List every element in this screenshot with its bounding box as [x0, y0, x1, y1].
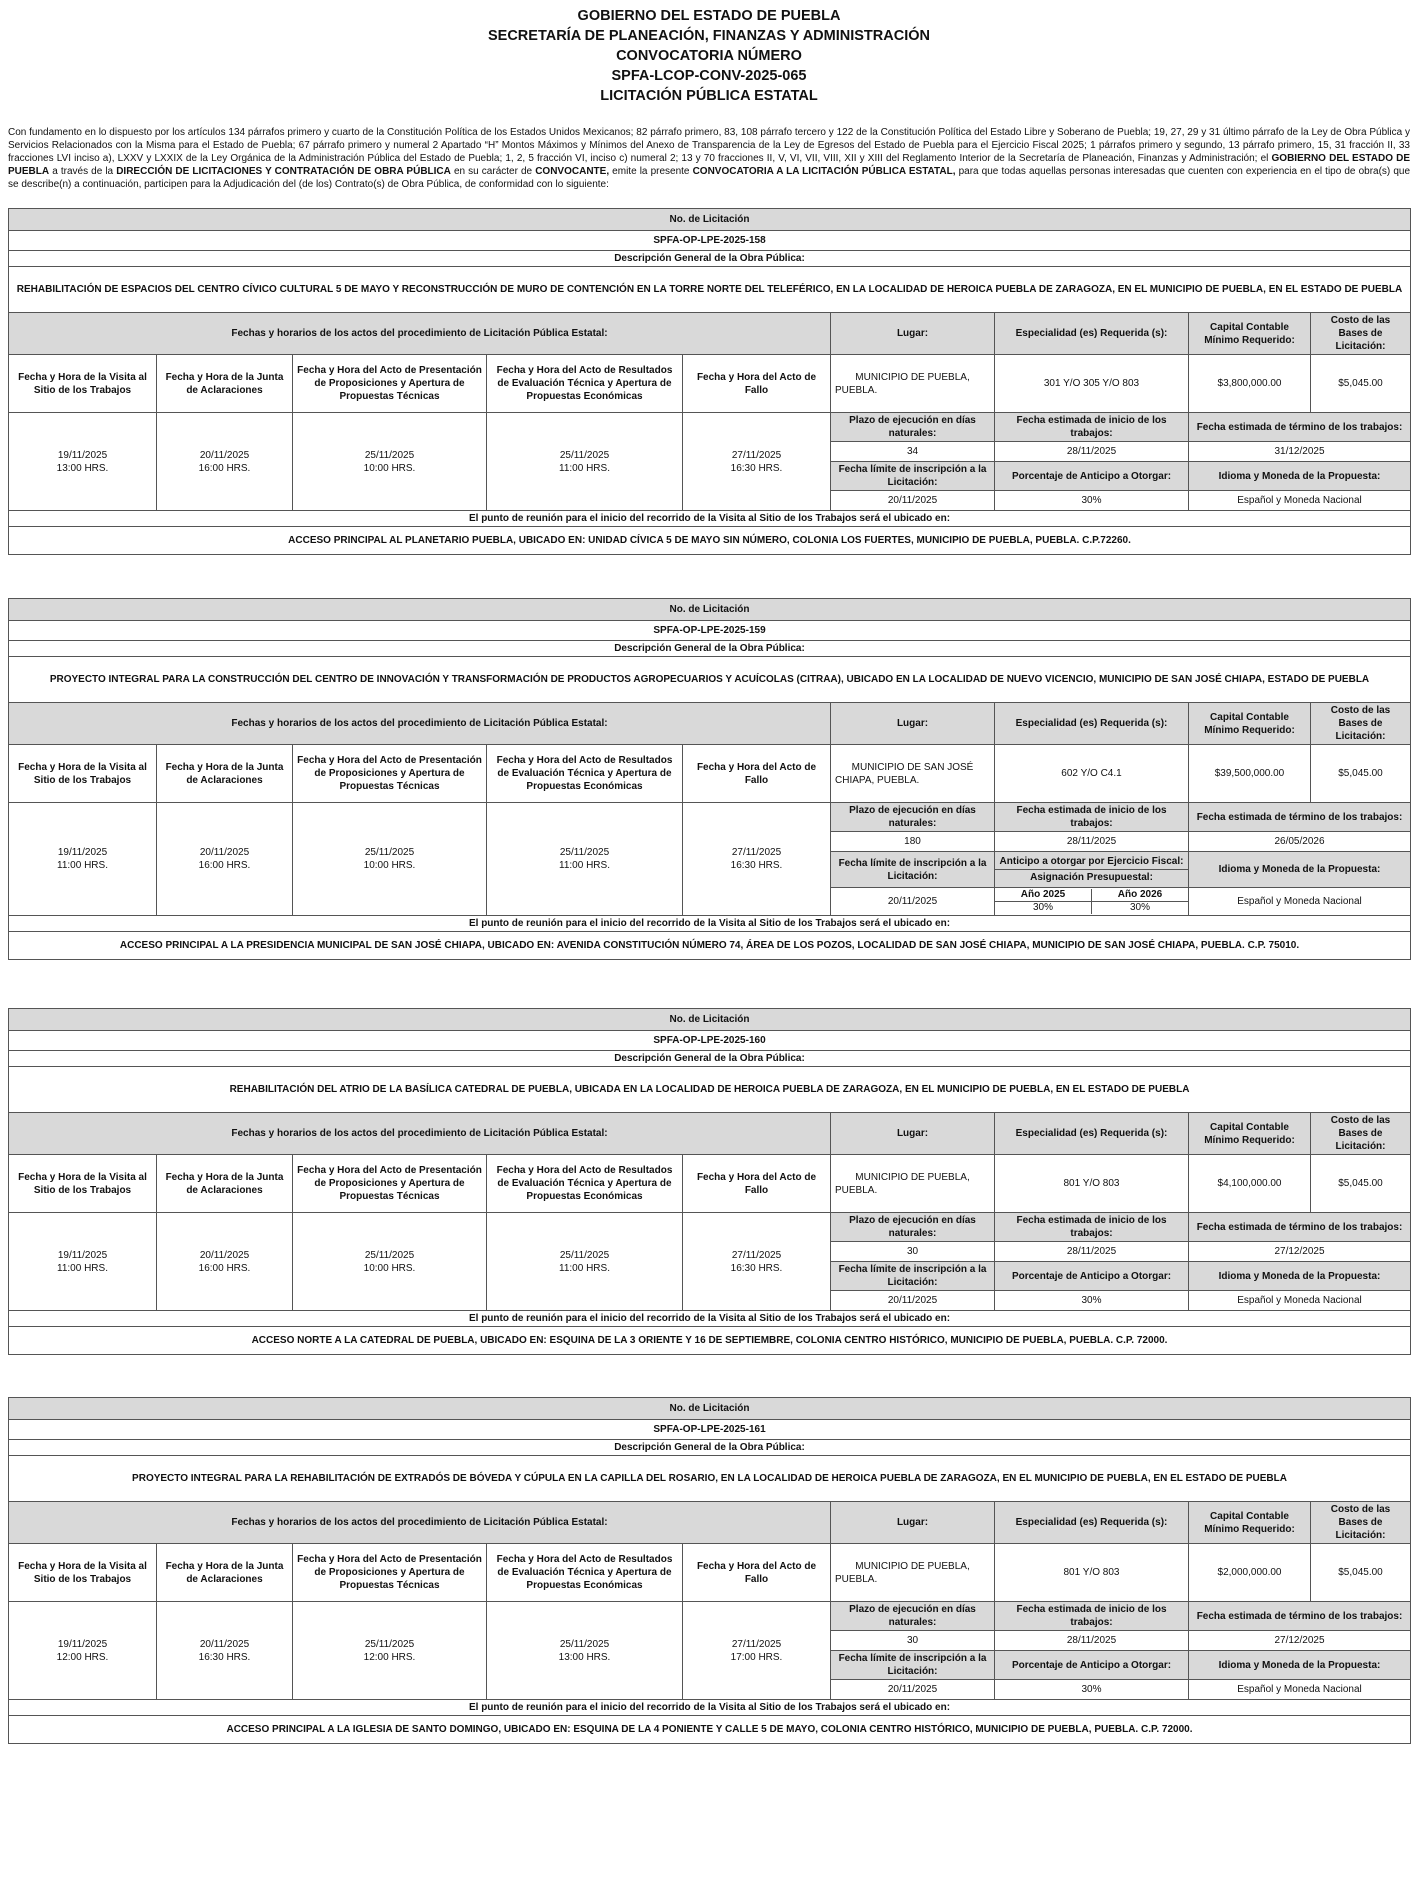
- tender-number: SPFA-OP-LPE-2025-158: [9, 231, 1411, 251]
- evaluation-results-datetime: 25/11/2025 13:00 HRS.: [487, 1602, 683, 1700]
- tender-number: SPFA-OP-LPE-2025-161: [9, 1420, 1411, 1440]
- language-currency-value: Español y Moneda Nacional: [1189, 1291, 1411, 1311]
- registration-deadline-label: Fecha límite de inscripción a la Licitación:: [831, 462, 995, 491]
- year-2-label: Año 2026: [1092, 889, 1189, 902]
- meeting-point-label: El punto de reunión para el inicio del recorrido de la Visita al Sitio de los Trabajos será el ubicado en:: [9, 511, 1411, 527]
- tender-block: [8, 598, 1410, 960]
- clarification-meeting-datetime: 20/11/2025 16:00 HRS.: [157, 1213, 293, 1311]
- capital-value: $4,100,000.00: [1189, 1155, 1311, 1213]
- schedule-header: Fechas y horarios de los actos del procedimiento de Licitación Pública Estatal:: [9, 703, 831, 745]
- execution-term-label: Plazo de ejecución en días naturales:: [831, 1602, 995, 1631]
- schedule-header: Fechas y horarios de los actos del procedimiento de Licitación Pública Estatal:: [9, 1502, 831, 1544]
- clarification-meeting-datetime: 20/11/2025 16:00 HRS.: [157, 803, 293, 916]
- cost-label: Costo de las Bases de Licitación:: [1311, 313, 1411, 355]
- end-date-label: Fecha estimada de término de los trabajos:: [1189, 1602, 1411, 1631]
- specialty-value: 801 Y/O 803: [995, 1544, 1189, 1602]
- fiscal-year-advance-table: [995, 888, 1189, 916]
- place-label: Lugar:: [831, 313, 995, 355]
- specialty-value: 801 Y/O 803: [995, 1155, 1189, 1213]
- cost-label: Costo de las Bases de Licitación:: [1311, 703, 1411, 745]
- description-label: Descripción General de la Obra Pública:: [9, 1051, 1411, 1067]
- tender-block: [8, 208, 1410, 555]
- header-convocatoria-number: SPFA-LCOP-CONV-2025-065: [611, 68, 807, 84]
- registration-deadline-value: 20/11/2025: [831, 1680, 995, 1700]
- clarification-meeting-datetime: 20/11/2025 16:30 HRS.: [157, 1602, 293, 1700]
- language-currency-label: Idioma y Moneda de la Propuesta:: [1189, 1262, 1411, 1291]
- document-header: [0, 0, 1418, 106]
- ruling-datetime: 27/11/2025 16:30 HRS.: [683, 1213, 831, 1311]
- registration-deadline-value: 20/11/2025: [831, 888, 995, 916]
- language-currency-value: Español y Moneda Nacional: [1189, 491, 1411, 511]
- work-description: REHABILITACIÓN DEL ATRIO DE LA BASÍLICA CATEDRAL DE PUEBLA, UBICADA EN LA LOCALIDAD DE HEROICA PUEBLA DE ZARAGOZA, EN EL MUNICIPIO DE PUEBLA, EN EL ESTADO DE PUEBLA: [9, 1067, 1411, 1113]
- capital-label: Capital Contable Mínimo Requerido:: [1189, 1113, 1311, 1155]
- fiscal-year-advance-label: Anticipo a otorgar por Ejercicio Fiscal: Asignación Presupuestal:: [995, 852, 1189, 888]
- meeting-point-label: El punto de reunión para el inicio del recorrido de la Visita al Sitio de los Trabajos será el ubicado en:: [9, 1311, 1411, 1327]
- evaluation-results-label: Fecha y Hora del Acto de Resultados de Evaluación Técnica y Apertura de Propuestas Económicas: [487, 355, 683, 413]
- evaluation-results-datetime: 25/11/2025 11:00 HRS.: [487, 803, 683, 916]
- tender-number-label: No. de Licitación: [9, 209, 1411, 231]
- clarification-meeting-datetime: 20/11/2025 16:00 HRS.: [157, 413, 293, 511]
- execution-term-label: Plazo de ejecución en días naturales:: [831, 803, 995, 832]
- year-2-advance: 30%: [1092, 902, 1189, 915]
- meeting-point-label: El punto de reunión para el inicio del recorrido de la Visita al Sitio de los Trabajos será el ubicado en:: [9, 916, 1411, 932]
- year-1-advance: 30%: [995, 902, 1092, 915]
- clarification-meeting-label: Fecha y Hora de la Junta de Aclaraciones: [157, 745, 293, 803]
- meeting-point-value: ACCESO PRINCIPAL A LA IGLESIA DE SANTO DOMINGO, UBICADO EN: ESQUINA DE LA 4 PONIENTE Y CALLE 5 DE MAYO, COLONIA CENTRO HISTÓRICO, MUNICIPIO DE PUEBLA, PUEBLA. C.P. 72000.: [9, 1716, 1411, 1744]
- site-visit-datetime: 19/11/2025 13:00 HRS.: [9, 413, 157, 511]
- start-date-value: 28/11/2025: [995, 1631, 1189, 1651]
- capital-label: Capital Contable Mínimo Requerido:: [1189, 1502, 1311, 1544]
- registration-deadline-value: 20/11/2025: [831, 491, 995, 511]
- execution-term-value: 180: [831, 832, 995, 852]
- evaluation-results-datetime: 25/11/2025 11:00 HRS.: [487, 1213, 683, 1311]
- meeting-point-label: El punto de reunión para el inicio del recorrido de la Visita al Sitio de los Trabajos será el ubicado en:: [9, 1700, 1411, 1716]
- specialty-label: Especialidad (es) Requerida (s):: [995, 1113, 1189, 1155]
- start-date-value: 28/11/2025: [995, 832, 1189, 852]
- cost-value: $5,045.00: [1311, 745, 1411, 803]
- evaluation-results-label: Fecha y Hora del Acto de Resultados de Evaluación Técnica y Apertura de Propuestas Económicas: [487, 1544, 683, 1602]
- start-date-label: Fecha estimada de inicio de los trabajos:: [995, 1213, 1189, 1242]
- tender-table: [8, 1397, 1411, 1744]
- specialty-label: Especialidad (es) Requerida (s):: [995, 703, 1189, 745]
- evaluation-results-label: Fecha y Hora del Acto de Resultados de Evaluación Técnica y Apertura de Propuestas Económicas: [487, 1155, 683, 1213]
- place-value: MUNICIPIO DE PUEBLA, PUEBLA.: [831, 355, 995, 413]
- place-label: Lugar:: [831, 703, 995, 745]
- language-currency-label: Idioma y Moneda de la Propuesta:: [1189, 1651, 1411, 1680]
- advance-percentage-label: Porcentaje de Anticipo a Otorgar:: [995, 1651, 1189, 1680]
- ruling-label: Fecha y Hora del Acto de Fallo: [683, 745, 831, 803]
- ruling-datetime: 27/11/2025 17:00 HRS.: [683, 1602, 831, 1700]
- proposal-presentation-label: Fecha y Hora del Acto de Presentación de Proposiciones y Apertura de Propuestas Técnicas: [293, 745, 487, 803]
- execution-term-value: 34: [831, 442, 995, 462]
- capital-value: $39,500,000.00: [1189, 745, 1311, 803]
- site-visit-label: Fecha y Hora de la Visita al Sitio de los Trabajos: [9, 1544, 157, 1602]
- proposal-presentation-datetime: 25/11/2025 10:00 HRS.: [293, 1213, 487, 1311]
- capital-label: Capital Contable Mínimo Requerido:: [1189, 313, 1311, 355]
- specialty-value: 602 Y/O C4.1: [995, 745, 1189, 803]
- start-date-label: Fecha estimada de inicio de los trabajos:: [995, 413, 1189, 442]
- cost-label: Costo de las Bases de Licitación:: [1311, 1502, 1411, 1544]
- meeting-point-value: ACCESO PRINCIPAL A LA PRESIDENCIA MUNICIPAL DE SAN JOSÉ CHIAPA, UBICADO EN: AVENIDA CONSTITUCIÓN NÚMERO 74, ÁREA DE LOS POZOS, LOCALIDAD DE SAN JOSÉ CHIAPA, MUNICIPIO DE SAN JOSÉ CHIAPA, PUEBLA. C.P. 75010.: [9, 932, 1411, 960]
- place-value: MUNICIPIO DE SAN JOSÉ CHIAPA, PUEBLA.: [831, 745, 995, 803]
- proposal-presentation-label: Fecha y Hora del Acto de Presentación de Proposiciones y Apertura de Propuestas Técnicas: [293, 355, 487, 413]
- work-description: PROYECTO INTEGRAL PARA LA CONSTRUCCIÓN DEL CENTRO DE INNOVACIÓN Y TRANSFORMACIÓN DE PRODUCTOS AGROPECUARIOS Y ACUÍCOLAS (CITRAA), UBICADO EN LA LOCALIDAD DE NUEVO VICENCIO, MUNICIPIO DE SAN JOSÉ CHIAPA, ESTADO DE PUEBLA: [9, 657, 1411, 703]
- clarification-meeting-label: Fecha y Hora de la Junta de Aclaraciones: [157, 1544, 293, 1602]
- cost-value: $5,045.00: [1311, 1544, 1411, 1602]
- description-label: Descripción General de la Obra Pública:: [9, 641, 1411, 657]
- advance-percentage-label: Porcentaje de Anticipo a Otorgar:: [995, 462, 1189, 491]
- language-currency-label: Idioma y Moneda de la Propuesta:: [1189, 462, 1411, 491]
- end-date-value: 31/12/2025: [1189, 442, 1411, 462]
- schedule-header: Fechas y horarios de los actos del procedimiento de Licitación Pública Estatal:: [9, 313, 831, 355]
- description-label: Descripción General de la Obra Pública:: [9, 251, 1411, 267]
- advance-percentage-value: 30%: [995, 1291, 1189, 1311]
- language-currency-value: Español y Moneda Nacional: [1189, 1680, 1411, 1700]
- site-visit-label: Fecha y Hora de la Visita al Sitio de los Trabajos: [9, 745, 157, 803]
- execution-term-label: Plazo de ejecución en días naturales:: [831, 1213, 995, 1242]
- clarification-meeting-label: Fecha y Hora de la Junta de Aclaraciones: [157, 355, 293, 413]
- capital-label: Capital Contable Mínimo Requerido:: [1189, 703, 1311, 745]
- tender-number-label: No. de Licitación: [9, 1398, 1411, 1420]
- header-convocatoria: CONVOCATORIA NÚMERO: [616, 48, 802, 64]
- tender-table: [8, 208, 1411, 555]
- end-date-value: 26/05/2026: [1189, 832, 1411, 852]
- end-date-label: Fecha estimada de término de los trabajos:: [1189, 803, 1411, 832]
- meeting-point-value: ACCESO PRINCIPAL AL PLANETARIO PUEBLA, UBICADO EN: UNIDAD CÍVICA 5 DE MAYO SIN NÚMERO, COLONIA LOS FUERTES, MUNICIPIO DE PUEBLA, PUEBLA. C.P.72260.: [9, 527, 1411, 555]
- advance-percentage-value: 30%: [995, 491, 1189, 511]
- capital-value: $3,800,000.00: [1189, 355, 1311, 413]
- evaluation-results-label: Fecha y Hora del Acto de Resultados de Evaluación Técnica y Apertura de Propuestas Económicas: [487, 745, 683, 803]
- place-label: Lugar:: [831, 1502, 995, 1544]
- tender-number: SPFA-OP-LPE-2025-160: [9, 1031, 1411, 1051]
- site-visit-datetime: 19/11/2025 11:00 HRS.: [9, 1213, 157, 1311]
- execution-term-value: 30: [831, 1631, 995, 1651]
- advance-percentage-label: Porcentaje de Anticipo a Otorgar:: [995, 1262, 1189, 1291]
- proposal-presentation-datetime: 25/11/2025 12:00 HRS.: [293, 1602, 487, 1700]
- ruling-label: Fecha y Hora del Acto de Fallo: [683, 1544, 831, 1602]
- start-date-value: 28/11/2025: [995, 442, 1189, 462]
- end-date-value: 27/12/2025: [1189, 1631, 1411, 1651]
- work-description: PROYECTO INTEGRAL PARA LA REHABILITACIÓN DE EXTRADÓS DE BÓVEDA Y CÚPULA EN LA CAPILLA DEL ROSARIO, EN LA LOCALIDAD DE HEROICA PUEBLA DE ZARAGOZA, EN EL MUNICIPIO DE PUEBLA, EN EL ESTADO DE PUEBLA: [9, 1456, 1411, 1502]
- specialty-label: Especialidad (es) Requerida (s):: [995, 1502, 1189, 1544]
- year-1-label: Año 2025: [995, 889, 1092, 902]
- site-visit-label: Fecha y Hora de la Visita al Sitio de los Trabajos: [9, 355, 157, 413]
- cost-value: $5,045.00: [1311, 1155, 1411, 1213]
- proposal-presentation-label: Fecha y Hora del Acto de Presentación de Proposiciones y Apertura de Propuestas Técnicas: [293, 1155, 487, 1213]
- proposal-presentation-label: Fecha y Hora del Acto de Presentación de Proposiciones y Apertura de Propuestas Técnicas: [293, 1544, 487, 1602]
- registration-deadline-label: Fecha límite de inscripción a la Licitación:: [831, 1262, 995, 1291]
- tender-block: [8, 1008, 1410, 1355]
- registration-deadline-label: Fecha límite de inscripción a la Licitación:: [831, 852, 995, 888]
- end-date-label: Fecha estimada de término de los trabajos:: [1189, 413, 1411, 442]
- place-value: MUNICIPIO DE PUEBLA, PUEBLA.: [831, 1155, 995, 1213]
- header-government: GOBIERNO DEL ESTADO DE PUEBLA: [577, 8, 841, 24]
- cost-value: $5,045.00: [1311, 355, 1411, 413]
- capital-value: $2,000,000.00: [1189, 1544, 1311, 1602]
- language-currency-value: Español y Moneda Nacional: [1189, 888, 1411, 916]
- place-label: Lugar:: [831, 1113, 995, 1155]
- tender-number-label: No. de Licitación: [9, 599, 1411, 621]
- registration-deadline-value: 20/11/2025: [831, 1291, 995, 1311]
- execution-term-value: 30: [831, 1242, 995, 1262]
- tender-number: SPFA-OP-LPE-2025-159: [9, 621, 1411, 641]
- cost-label: Costo de las Bases de Licitación:: [1311, 1113, 1411, 1155]
- work-description: REHABILITACIÓN DE ESPACIOS DEL CENTRO CÍVICO CULTURAL 5 DE MAYO Y RECONSTRUCCIÓN DE MURO DE CONTENCIÓN EN LA TORRE NORTE DEL TELEFÉRICO, EN LA LOCALIDAD DE HEROICA PUEBLA DE ZARAGOZA, EN EL MUNICIPIO DE PUEBLA, EN EL ESTADO DE PUEBLA: [9, 267, 1411, 313]
- header-secretariat: SECRETARÍA DE PLANEACIÓN, FINANZAS Y ADMINISTRACIÓN: [487, 28, 930, 44]
- site-visit-datetime: 19/11/2025 11:00 HRS.: [9, 803, 157, 916]
- intro-paragraph: Con fundamento en lo dispuesto por los artículos 134 párrafos primero y cuarto de la Constitución Política de los Estados Unidos Mexicanos; 82 párrafo primero, 83, 108 párrafo tercero y 122 de la Constitución Política del Estado Libre y Soberano de Puebla; 19, 27, 29 y 31 último párrafo de la Ley de Obra Pública y Servicios Relacionados con la Misma para el Estado de Puebla; 67 párrafo primero y numeral 2 Apartado “H” Montos Máximos y Mínimos del Anexo de Transparencia de la Ley de Egresos del Estado de Puebla para el Ejercicio Fiscal 2025; 1 párrafos primero y segundo, 13 párrafo primero, 15, 31 fracción II, 33 fracciones LVI inciso a), LXXV y LXXIX de la Ley Orgánica de la Administración Pública del Estado de Puebla; 1, 2, 5 fracción VI, inciso c) numeral 2; 13 y 70 fracciones II, V, VI, VII, VIII, XII y XIII del Reglamento Interior de la Secretaría de Planeación, Finanzas y Administración; el GOBIERNO DEL ESTADO DE PUEBLA a través de la DIRECCIÓN DE LICITACIONES Y CONTRATACIÓN DE OBRA PÚBLICA en su carácter de CONVOCANTE, emite la presente CONVOCATORIA A LA LICITACIÓN PÚBLICA ESTATAL, para que todas aquellas personas interesadas que cuenten con experiencia en el tipo de obra(s) que se describe(n) a continuación, participen para la Adjudicación del (de los) Contrato(s) de Obra Pública, de conformidad con lo siguiente:: [8, 127, 1411, 190]
- budget-allocation-label: Asignación Presupuestal:: [995, 869, 1188, 885]
- meeting-point-value: ACCESO NORTE A LA CATEDRAL DE PUEBLA, UBICADO EN: ESQUINA DE LA 3 ORIENTE Y 16 DE SEPTIEMBRE, COLONIA CENTRO HISTÓRICO, MUNICIPIO DE PUEBLA, PUEBLA. C.P. 72000.: [9, 1327, 1411, 1355]
- specialty-value: 301 Y/O 305 Y/O 803: [995, 355, 1189, 413]
- tender-block: [8, 1397, 1410, 1744]
- advance-percentage-value: 30%: [995, 1680, 1189, 1700]
- header-licitacion-type: LICITACIÓN PÚBLICA ESTATAL: [600, 88, 818, 104]
- end-date-value: 27/12/2025: [1189, 1242, 1411, 1262]
- description-label: Descripción General de la Obra Pública:: [9, 1440, 1411, 1456]
- ruling-label: Fecha y Hora del Acto de Fallo: [683, 1155, 831, 1213]
- start-date-label: Fecha estimada de inicio de los trabajos:: [995, 1602, 1189, 1631]
- registration-deadline-label: Fecha límite de inscripción a la Licitación:: [831, 1651, 995, 1680]
- ruling-datetime: 27/11/2025 16:30 HRS.: [683, 803, 831, 916]
- ruling-datetime: 27/11/2025 16:30 HRS.: [683, 413, 831, 511]
- tender-table: [8, 1008, 1411, 1355]
- start-date-value: 28/11/2025: [995, 1242, 1189, 1262]
- execution-term-label: Plazo de ejecución en días naturales:: [831, 413, 995, 442]
- proposal-presentation-datetime: 25/11/2025 10:00 HRS.: [293, 413, 487, 511]
- tender-number-label: No. de Licitación: [9, 1009, 1411, 1031]
- site-visit-label: Fecha y Hora de la Visita al Sitio de los Trabajos: [9, 1155, 157, 1213]
- schedule-header: Fechas y horarios de los actos del procedimiento de Licitación Pública Estatal:: [9, 1113, 831, 1155]
- proposal-presentation-datetime: 25/11/2025 10:00 HRS.: [293, 803, 487, 916]
- evaluation-results-datetime: 25/11/2025 11:00 HRS.: [487, 413, 683, 511]
- site-visit-datetime: 19/11/2025 12:00 HRS.: [9, 1602, 157, 1700]
- end-date-label: Fecha estimada de término de los trabajos:: [1189, 1213, 1411, 1242]
- start-date-label: Fecha estimada de inicio de los trabajos:: [995, 803, 1189, 832]
- language-currency-label: Idioma y Moneda de la Propuesta:: [1189, 852, 1411, 888]
- specialty-label: Especialidad (es) Requerida (s):: [995, 313, 1189, 355]
- clarification-meeting-label: Fecha y Hora de la Junta de Aclaraciones: [157, 1155, 293, 1213]
- tender-table: [8, 598, 1411, 960]
- place-value: MUNICIPIO DE PUEBLA, PUEBLA.: [831, 1544, 995, 1602]
- ruling-label: Fecha y Hora del Acto de Fallo: [683, 355, 831, 413]
